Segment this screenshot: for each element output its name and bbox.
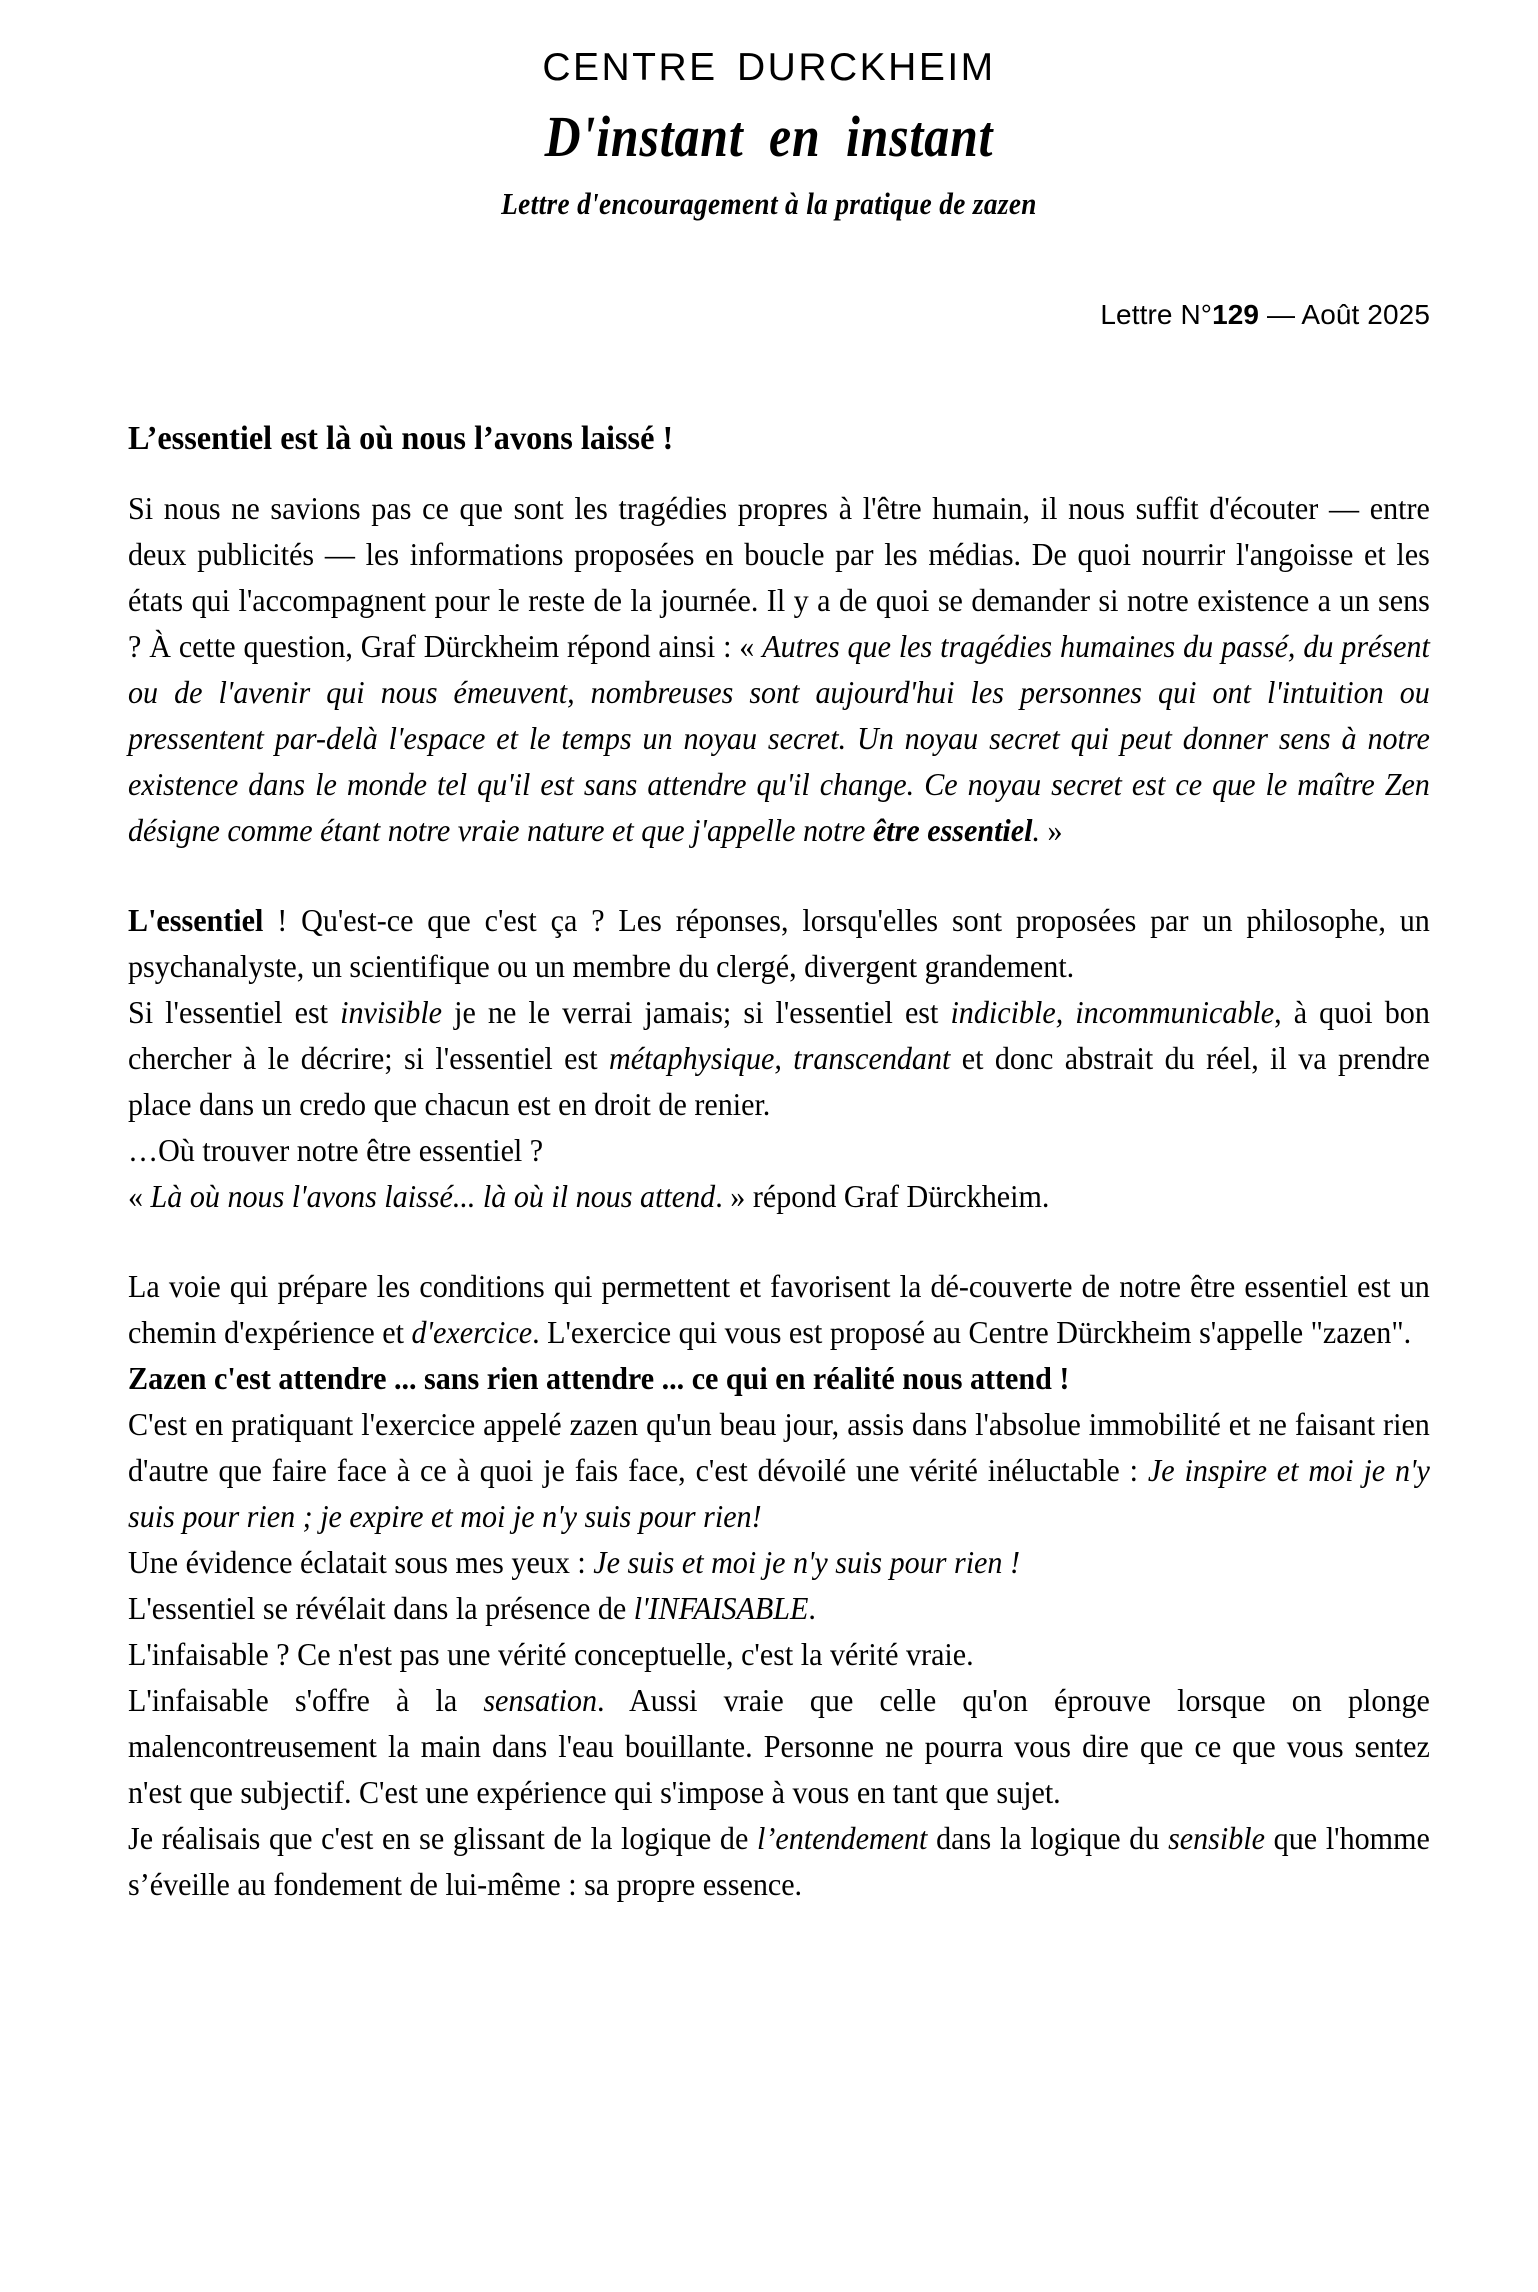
paragraph-voie [128, 1264, 1430, 1356]
voie-text-a: La voie qui prépare les conditions qui permettent et favorisent la dé-couverte de notre être essentiel est un chemin d'expérience et [128, 1269, 1430, 1350]
term-sensation: sensation [483, 1682, 597, 1718]
entendement-text-a: Je réalisais que c'est en se glissant de la logique de [128, 1820, 758, 1856]
entendement-text-b: dans la logique du [927, 1820, 1169, 1856]
paragraph-essentiel [128, 898, 1430, 990]
term-entendement: l’entendement [757, 1820, 928, 1856]
voie-text-b: . L'exercice qui vous est proposé au Centre Dürckheim s'appelle "zazen". [532, 1314, 1412, 1350]
paragraph-infaisable-verite: L'infaisable ? Ce n'est pas une vérité conceptuelle, c'est la vérité vraie. [128, 1636, 974, 1672]
paragraph-reponse [128, 1174, 1430, 1220]
term-indicible: indicible, incommunicable [950, 995, 1275, 1031]
zazen-subheading: Zazen c'est attendre ... sans rien attendre ... ce qui en réalité nous attend ! [128, 1360, 1070, 1396]
quote-je-suis: Je suis et moi je n'y suis pour rien ! [593, 1544, 1020, 1580]
article-heading: L’essentiel est là où nous l’avons laissé ! [128, 420, 674, 458]
paragraph-intro [128, 486, 1430, 854]
article-body [0, 419, 1538, 1907]
sensation-text-a: L'infaisable s'offre à la [128, 1682, 484, 1718]
essentiel-text: ! Qu'est-ce que c'est ça ? Les réponses, lorsqu'elles sont proposées par un philosophe, un psychanalyste, un scientifique ou un membre du clergé, divergent grandement. [128, 903, 1430, 985]
newsletter-title: D'instant en instant [544, 103, 994, 169]
issue-prefix: Lettre N° [1100, 299, 1213, 331]
paragraph-entendement [128, 1816, 1430, 1908]
term-exercice: d'exercice [411, 1314, 533, 1350]
masthead [0, 0, 1538, 221]
infaisable-presence-text: L'essentiel se révélait dans la présence de [128, 1590, 634, 1626]
quote-inspire-expire: Je inspire et moi je n'y suis pour rien ; je expire et moi je n'y suis pour rien! [128, 1452, 1430, 1534]
entendement-text-c: que l'homme s’éveille au fondement de lui-même : sa propre essence. [128, 1820, 1430, 1902]
invisible-text-d: et donc abstrait du réel, il va prendre place dans un credo que chacun est en droit de renier. [128, 1041, 1430, 1123]
infaisable-presence-end: . [808, 1590, 816, 1626]
reponse-open-quote: « [128, 1179, 151, 1215]
evidence-text: Une évidence éclatait sous mes yeux : [128, 1544, 594, 1580]
etre-essentiel-emphasis: être essentiel [872, 813, 1033, 849]
paragraph-zazen-pratique [128, 1402, 1430, 1540]
invisible-text-a: Si l'essentiel est [128, 995, 341, 1031]
intro-text: Si nous ne savions pas ce que sont les tragédies propres à l'être humain, il nous suffit d'écouter — entre deux publicités — les informations proposées en boucle par les médias. De quoi nourrir l'angoisse et les états qui l'accompagnent pour le reste de la journée. Il y a de quoi se demander si notre existence a un sens ? À cette question, Graf Dürckheim répond ainsi : « [128, 491, 1430, 665]
paragraph-evidence [128, 1540, 1430, 1586]
term-sensible: sensible [1168, 1820, 1265, 1856]
reponse-attribution: . » répond Graf Dürckheim. [715, 1179, 1050, 1215]
durckheim-quote-part1: Autres que les tragédies humaines du passé, du présent ou de l'avenir qui nous émeuvent, nombreuses sont aujourd'hui les personnes qui ont l'intuition ou pressentent par-delà l'espace et le temps un noyau secret. Un noyau secret qui peut donner sens à notre existence dans le monde tel qu'il est sans attendre qu'il change. Ce noyau secret est ce que le maître Zen désigne comme étant notre vraie nature et que j'appelle notre [128, 629, 1430, 849]
quote-close: » [1040, 813, 1063, 849]
issue-line [0, 299, 1538, 331]
paragraph-question: …Où trouver notre être essentiel ? [128, 1133, 544, 1169]
reponse-quote-text: Là où nous l'avons laissé... là où il nous attend [150, 1179, 716, 1215]
durckheim-quote-part2: . [1032, 813, 1041, 849]
issue-suffix: — Août 2025 [1259, 299, 1430, 331]
zazen-pratique-text: C'est en pratiquant l'exercice appelé zazen qu'un beau jour, assis dans l'absolue immobilité et ne faisant rien d'autre que faire face à ce à quoi je fais face, c'est dévoilé une vérité inéluctable : [128, 1406, 1430, 1488]
paragraph-invisible [128, 990, 1430, 1128]
essentiel-lead-bold: L'essentiel [128, 903, 264, 939]
term-invisible: invisible [340, 995, 443, 1031]
organization-name: CENTRE DURCKHEIM [542, 46, 996, 89]
sensation-text-b: . Aussi vraie que celle qu'on éprouve lorsque on plonge malencontreusement la main dans l'eau bouillante. Personne ne pourra vous dire que ce que vous sentez n'est que subjectif. C'est une expérience qui s'impose à vous en tant que sujet. [128, 1682, 1430, 1810]
invisible-text-b: je ne le verrai jamais; si l'essentiel est [442, 995, 951, 1031]
term-infaisable: l'INFAISABLE [633, 1590, 809, 1626]
invisible-text-c: , à quoi bon chercher à le décrire; si l'essentiel est [128, 995, 1430, 1077]
newsletter-subtitle: Lettre d'encouragement à la pratique de zazen [501, 185, 1037, 221]
paragraph-infaisable-presence [128, 1586, 1430, 1632]
paragraph-sensation [128, 1678, 1430, 1816]
issue-number: 129 [1212, 299, 1260, 331]
term-metaphysique: métaphysique, transcendant [608, 1041, 951, 1077]
